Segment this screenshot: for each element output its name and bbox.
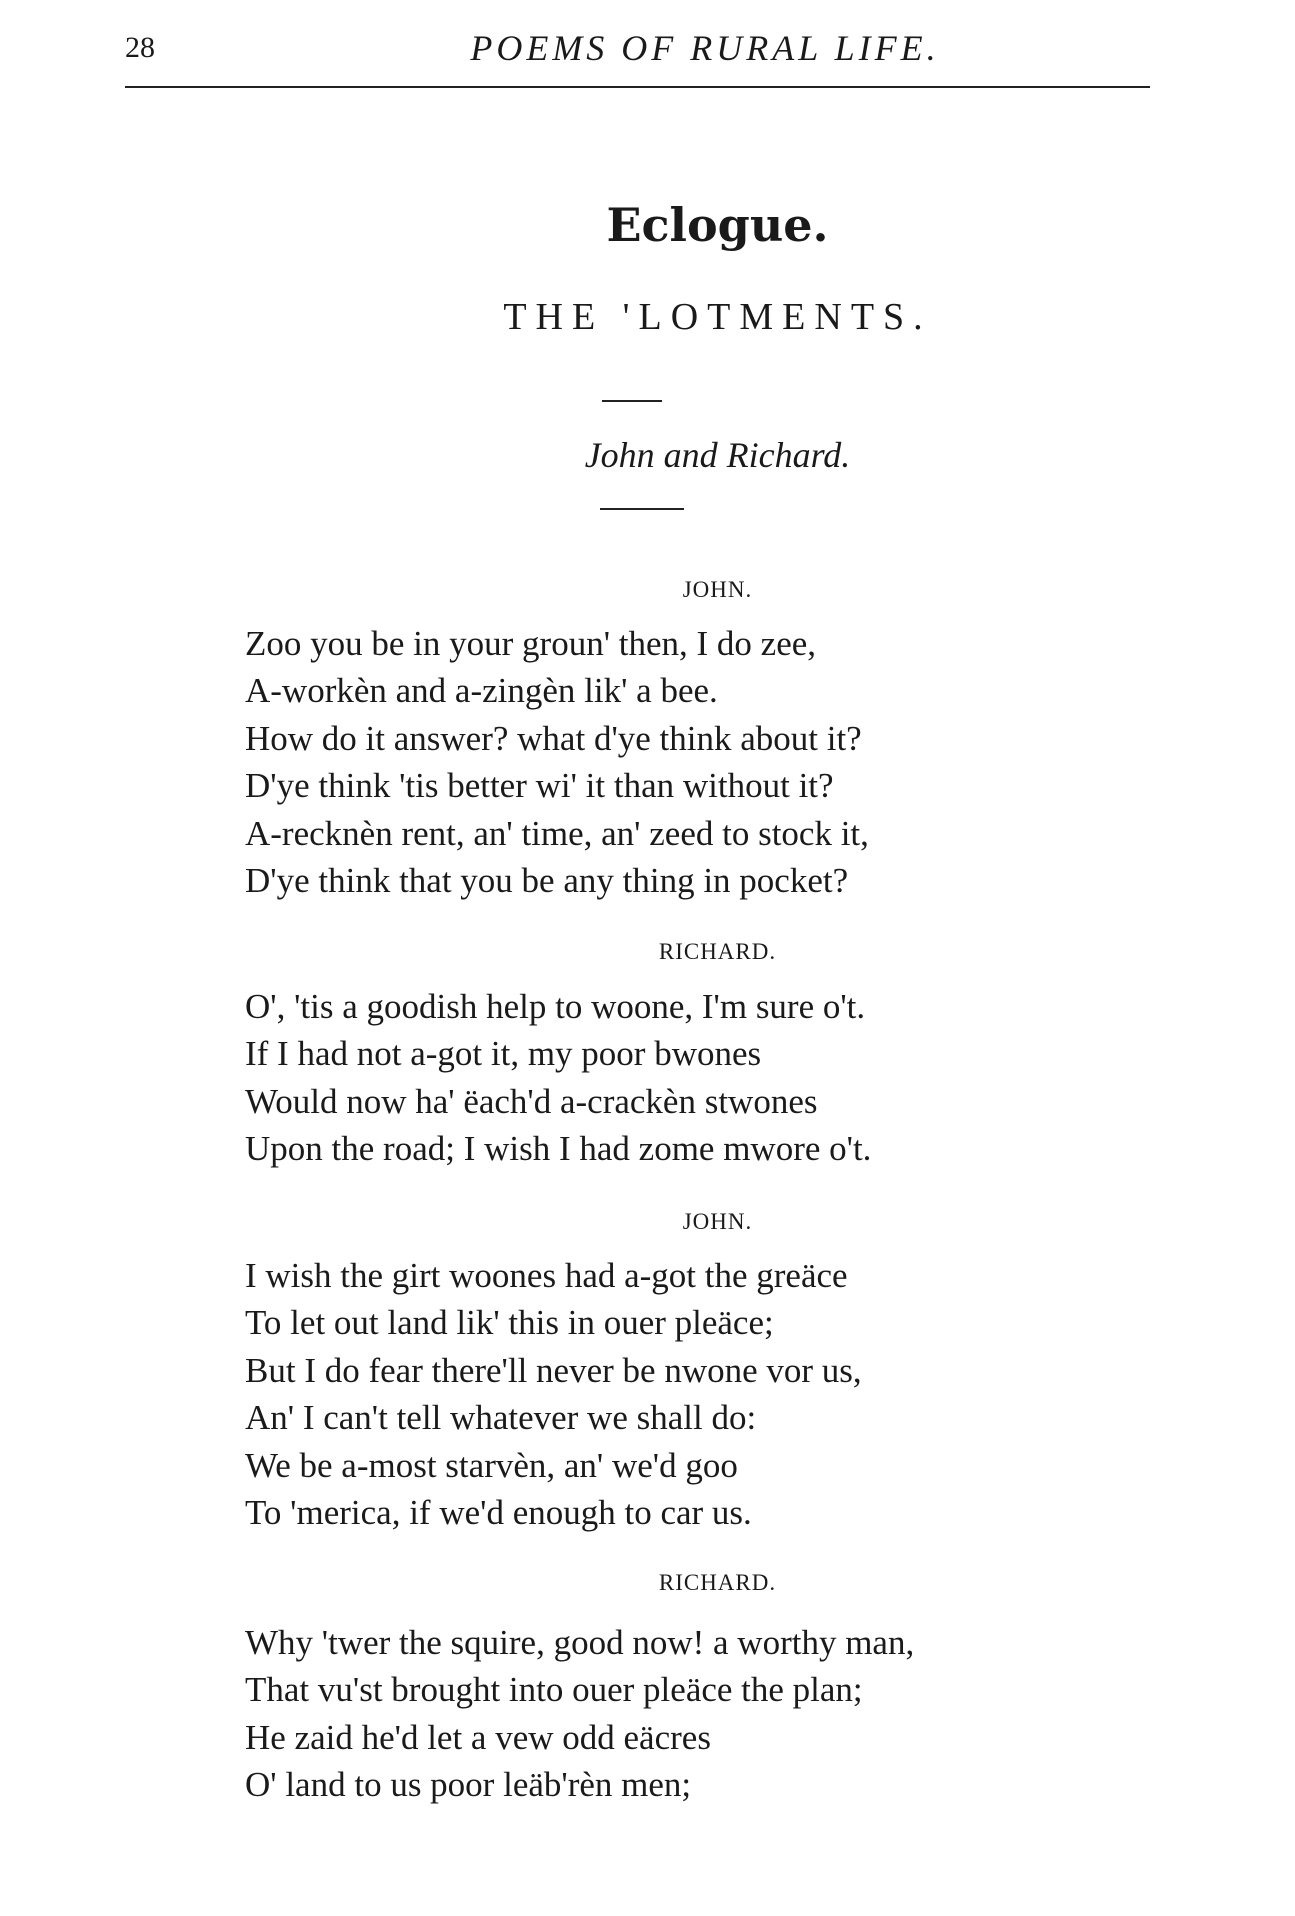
header-rule bbox=[125, 86, 1150, 88]
verse-line: That vu'st brought into ouer pleäce the plan; bbox=[245, 1670, 863, 1710]
verse-line: To let out land lik' this in ouer pleäce; bbox=[245, 1303, 774, 1343]
characters-line: John and Richard. bbox=[584, 435, 851, 475]
stanza bbox=[245, 1252, 1145, 1536]
verse-line: A-workèn and a-zingèn lik' a bee. bbox=[245, 671, 718, 711]
title-divider bbox=[602, 400, 662, 402]
section-heading: Eclogue. bbox=[606, 198, 829, 252]
speaker-label: RICHARD. bbox=[658, 939, 777, 964]
running-head bbox=[125, 28, 1155, 68]
verse-line: We be a-most starvèn, an' we'd goo bbox=[245, 1445, 738, 1485]
speaker-label: RICHARD. bbox=[658, 1570, 777, 1595]
verse-line: O' land to us poor leäb'rèn men; bbox=[245, 1765, 692, 1805]
verse-line: I wish the girt woones had a-got the greäce bbox=[245, 1256, 848, 1295]
speaker-label: JOHN. bbox=[682, 577, 753, 602]
poem-title: THE 'LOTMENTS. bbox=[503, 296, 932, 338]
verse-line: Would now ha' ëach'd a-crackèn stwones bbox=[245, 1081, 818, 1121]
verse-line: D'ye think 'tis better wi' it than without it? bbox=[245, 766, 834, 806]
verse-line: If I had not a-got it, my poor bwones bbox=[245, 1034, 762, 1074]
stanza bbox=[245, 620, 1145, 904]
page-number: 28 bbox=[125, 31, 155, 64]
verse-line: A-recknèn rent, an' time, an' zeed to stock it, bbox=[245, 813, 869, 853]
running-title: POEMS OF RURAL LIFE. bbox=[470, 28, 940, 68]
verse-line: Why 'twer the squire, good now! a worthy man, bbox=[245, 1623, 915, 1662]
characters-divider bbox=[600, 508, 684, 510]
verse-line: O', 'tis a goodish help to woone, I'm sure o't. bbox=[245, 987, 866, 1026]
verse-line: To 'merica, if we'd enough to car us. bbox=[245, 1493, 752, 1533]
verse-line: But I do fear there'll never be nwone vor us, bbox=[245, 1350, 862, 1390]
speaker-label: JOHN. bbox=[682, 1209, 753, 1234]
verse-line: He zaid he'd let a vew odd eäcres bbox=[245, 1717, 711, 1757]
verse-line: How do it answer? what d'ye think about it? bbox=[245, 718, 862, 758]
stanza bbox=[245, 983, 1145, 1173]
verse-line: D'ye think that you be any thing in pocket? bbox=[245, 861, 849, 901]
verse-line: Zoo you be in your groun' then, I do zee, bbox=[245, 624, 817, 663]
verse-line: An' I can't tell whatever we shall do: bbox=[245, 1398, 757, 1438]
stanza bbox=[245, 1619, 1145, 1809]
verse-line: Upon the road; I wish I had zome mwore o't. bbox=[245, 1129, 872, 1169]
